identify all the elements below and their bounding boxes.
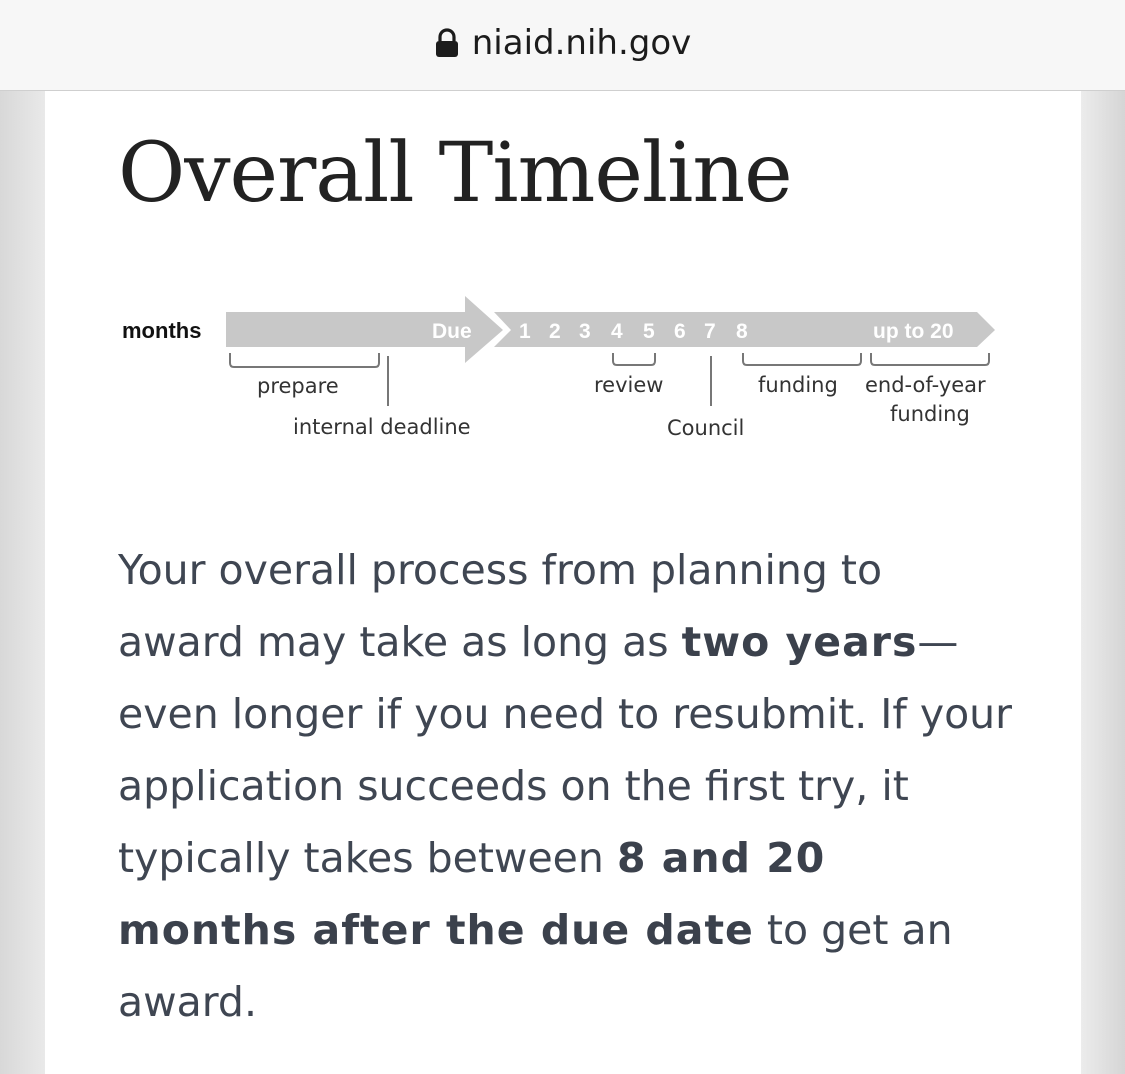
month-tick-2: 2 [549,320,561,343]
end-of-year-label-line2: funding [890,402,970,426]
month-tick-6: 6 [674,320,686,343]
prepare-bracket [230,353,379,367]
month-tick-7: 7 [704,320,716,343]
body-emphasis-two-years: two years [681,618,918,666]
month-tick-3: 3 [579,320,591,343]
end-of-year-label-line1: end-of-year [865,373,986,397]
body-text-1: Your overall process from planning to award may take as long as [118,546,883,666]
url-text: niaid.nih.gov [471,23,692,63]
timeline-diagram [45,91,1081,451]
month-tick-4: 4 [611,320,623,343]
month-tick-8: 8 [736,320,748,343]
review-label: review [594,373,664,397]
body-paragraph [118,534,1018,1038]
end-label: up to 20 [873,320,954,343]
lock-icon [434,28,460,58]
end-of-year-bracket [871,353,989,365]
page-margin-right [1081,91,1125,1074]
review-bracket [613,353,655,365]
page-title: Overall Timeline [118,126,792,221]
funding-label: funding [758,373,838,397]
content-card [45,91,1081,1074]
browser-address-bar[interactable] [0,0,1125,91]
url-display[interactable] [434,23,692,63]
months-axis-label: months [122,318,202,343]
month-tick-1: 1 [519,320,531,343]
due-label: Due [432,320,472,343]
body-text-2: — even longer if you need to resubmit. If your application succeeds on the first try, it typically takes between [118,618,1013,882]
body-text-3: to get an award. [118,906,953,1026]
body-emphasis-months: 8 and 20 months after the due date [118,834,826,954]
council-label: Council [667,416,745,440]
prepare-label: prepare [257,374,339,398]
internal-deadline-label: internal deadline [293,415,471,439]
month-tick-5: 5 [643,320,655,343]
funding-bracket [743,353,861,365]
page-margin-left [0,91,45,1074]
